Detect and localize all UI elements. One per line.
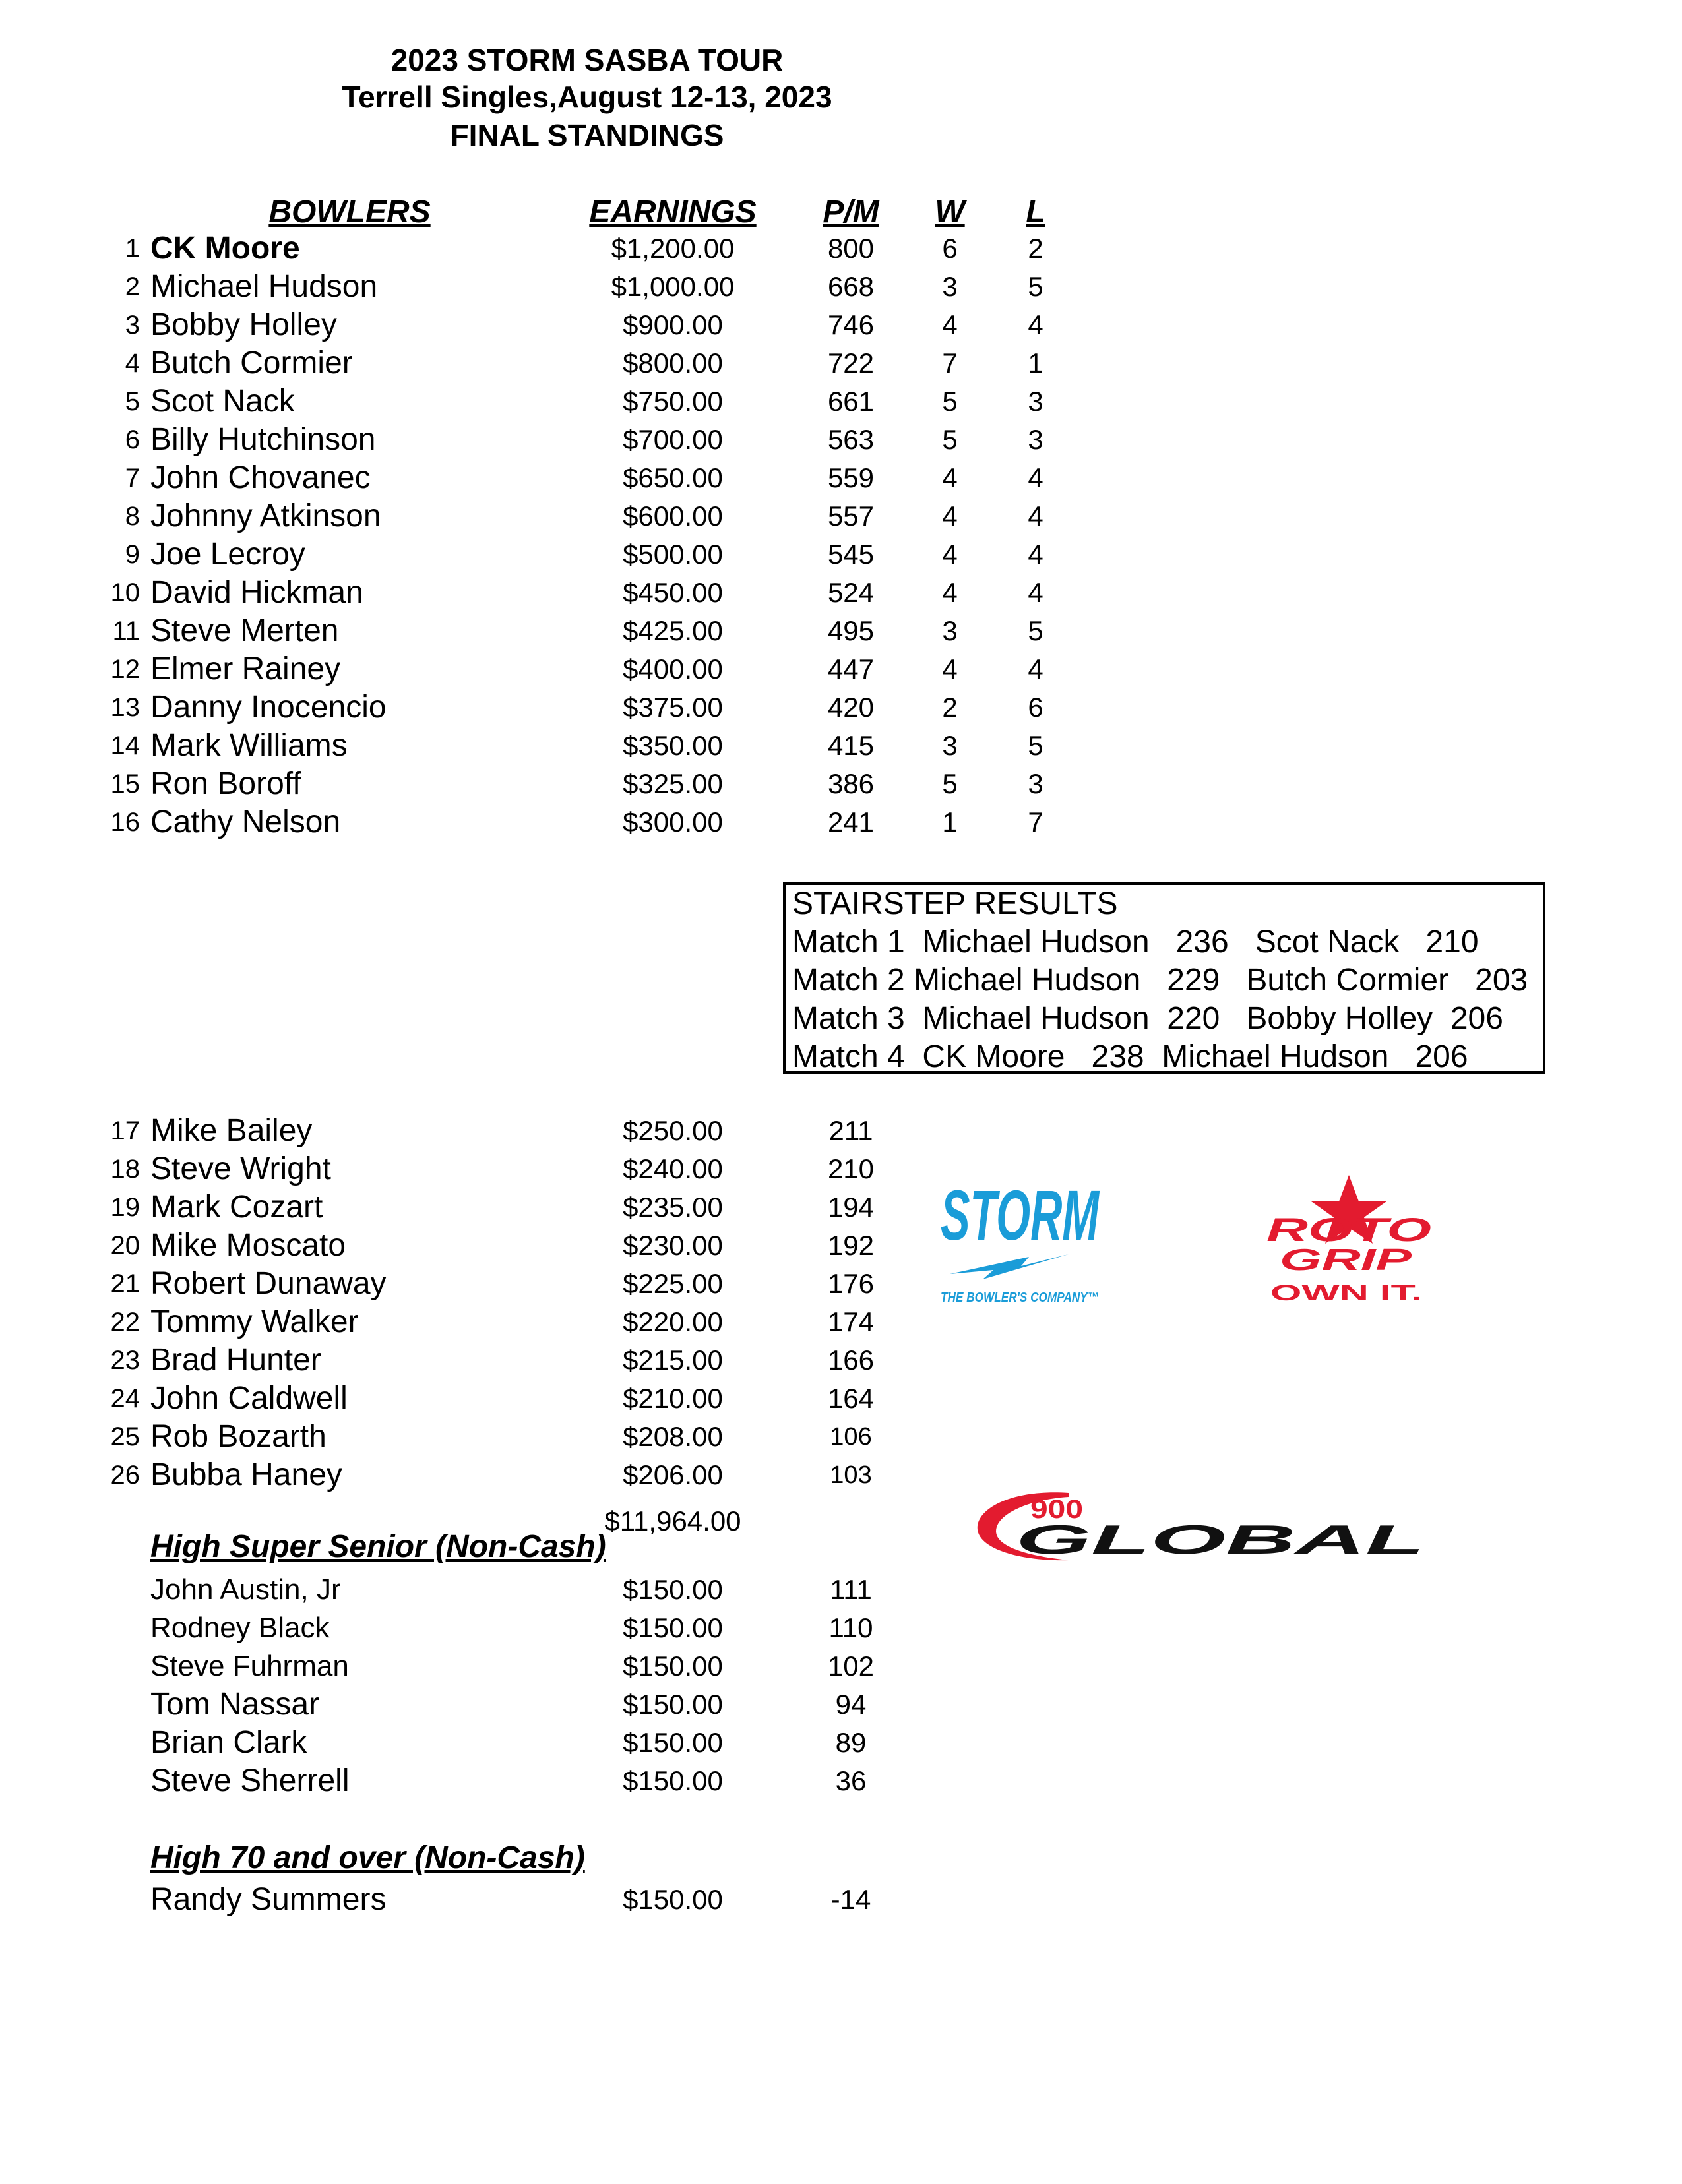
roto-grip-tagline: OWN IT. (1270, 1281, 1422, 1306)
earnings: $250.00 (623, 1115, 723, 1146)
bowler-name: Steve Fuhrman (150, 1650, 349, 1682)
bowler-name: Danny Inocencio (150, 690, 387, 725)
pm: 447 (827, 653, 875, 684)
list-item (0, 1881, 1121, 1919)
standing-row (0, 1418, 1121, 1456)
bowler-name: Randy Summers (150, 1882, 387, 1917)
bowler-name: Robert Dunaway (150, 1266, 387, 1301)
pm: -14 (830, 1884, 871, 1915)
pm: 110 (828, 1612, 873, 1643)
wins: 3 (942, 730, 958, 761)
pm: 36 (835, 1765, 867, 1796)
bowler-name: Mark Cozart (150, 1190, 323, 1225)
pm: 176 (827, 1268, 875, 1299)
pm: 174 (827, 1306, 875, 1337)
bowler-name: Rodney Black (150, 1612, 330, 1644)
standing-row (0, 535, 1121, 574)
standing-row (0, 765, 1121, 803)
bowler-name: Rob Bozarth (150, 1419, 327, 1454)
storm-logo (937, 1174, 1108, 1306)
pm: 94 (835, 1689, 867, 1720)
bowler-name: Steve Merten (150, 613, 339, 648)
header-l: L (1026, 195, 1045, 229)
wins: 5 (942, 386, 958, 417)
header-bowlers: BOWLERS (268, 195, 431, 229)
bowler-name: Mark Williams (150, 728, 348, 763)
pm: 545 (827, 539, 875, 570)
standing-row (0, 650, 1121, 688)
losses: 4 (1028, 577, 1043, 608)
bowler-name: Butch Cormier (150, 346, 353, 380)
wins: 5 (942, 424, 958, 455)
losses: 5 (1028, 615, 1043, 646)
earnings: $208.00 (623, 1421, 723, 1452)
pm: 722 (827, 348, 875, 379)
pm: 559 (827, 462, 875, 493)
losses: 3 (1028, 386, 1043, 417)
final-standings-title: FINAL STANDINGS (450, 118, 724, 152)
bowler-name: Ron Boroff (150, 766, 301, 801)
stairstep-title: STAIRSTEP RESULTS (792, 886, 1118, 921)
earnings: $400.00 (623, 653, 723, 684)
pm: 102 (827, 1651, 875, 1682)
bowler-name: Brad Hunter (150, 1343, 321, 1378)
rank: 26 (110, 1461, 140, 1490)
bowler-name: Mike Bailey (150, 1113, 313, 1148)
rank: 19 (110, 1193, 140, 1222)
pm: 415 (827, 730, 875, 761)
earnings: $220.00 (623, 1306, 723, 1337)
wins: 3 (942, 615, 958, 646)
rank: 5 (125, 387, 140, 416)
pm: 192 (827, 1230, 875, 1261)
standing-row (0, 688, 1121, 727)
earnings: $325.00 (623, 768, 723, 799)
bowler-name: Joe Lecroy (150, 537, 305, 572)
pm: 420 (827, 692, 875, 723)
bowler-name: Steve Sherrell (150, 1763, 350, 1798)
earnings: $650.00 (623, 462, 723, 493)
losses: 5 (1028, 271, 1043, 302)
losses: 5 (1028, 730, 1043, 761)
pm: 194 (827, 1192, 875, 1223)
header-w: W (935, 195, 965, 229)
pm: 166 (827, 1345, 875, 1376)
pm: 557 (827, 501, 875, 531)
wins: 4 (942, 501, 958, 531)
rank: 17 (110, 1116, 140, 1145)
pm: 164 (827, 1383, 875, 1414)
pm: 103 (830, 1461, 872, 1489)
rank: 4 (125, 349, 140, 378)
rank: 8 (125, 502, 140, 531)
standing-row (0, 1112, 1121, 1150)
bowler-name: John Chovanec (150, 460, 371, 495)
earnings: $150.00 (623, 1574, 723, 1605)
storm-wordmark: STORM (941, 1175, 1100, 1255)
losses: 6 (1028, 692, 1043, 723)
standing-row (0, 229, 1121, 268)
losses: 1 (1028, 348, 1043, 379)
standing-row (0, 1341, 1121, 1380)
standing-row (0, 1456, 1121, 1494)
global-wordmark: GLOBAL (1016, 1517, 1425, 1563)
earnings: $375.00 (623, 692, 723, 723)
bowler-name: Johnny Atkinson (150, 499, 381, 533)
pm: 241 (827, 806, 875, 837)
earnings: $150.00 (623, 1884, 723, 1915)
earnings: $206.00 (623, 1459, 723, 1490)
list-item (0, 1724, 1121, 1762)
storm-logo-graphic (937, 1174, 1108, 1306)
roto-grip-logo (1253, 1168, 1445, 1307)
rank: 21 (110, 1269, 140, 1298)
wins: 6 (942, 233, 958, 264)
event-title: Terrell Singles,August 12-13, 2023 (342, 80, 832, 114)
bowler-name: David Hickman (150, 575, 363, 610)
standing-row (0, 306, 1121, 344)
bowler-name: Tommy Walker (150, 1304, 359, 1339)
list-item (0, 1609, 1121, 1647)
bowler-name: Bubba Haney (150, 1457, 342, 1492)
wins: 2 (942, 692, 958, 723)
losses: 4 (1028, 501, 1043, 531)
pm: 106 (830, 1423, 872, 1451)
roto-grip-logo-graphic (1253, 1168, 1445, 1307)
earnings: $1,000.00 (611, 271, 735, 302)
list-item (0, 1685, 1121, 1724)
wins: 4 (942, 577, 958, 608)
rank: 2 (125, 272, 140, 301)
total-earnings: $11,964.00 (604, 1505, 741, 1536)
lightning-bolt-icon (950, 1254, 1069, 1279)
losses: 3 (1028, 424, 1043, 455)
earnings: $500.00 (623, 539, 723, 570)
earnings: $150.00 (623, 1651, 723, 1682)
wins: 5 (942, 768, 958, 799)
list-item (0, 1647, 1121, 1685)
stairstep-results-box (783, 882, 1545, 1074)
900-number: 900 (1030, 1495, 1083, 1524)
standing-row (0, 421, 1121, 459)
storm-tagline: THE BOWLER'S COMPANY™ (941, 1290, 1099, 1305)
900-global-logo (970, 1484, 1445, 1569)
losses: 2 (1028, 233, 1043, 264)
tour-title: 2023 STORM SASBA TOUR (390, 43, 784, 77)
pm: 524 (827, 577, 875, 608)
rank: 13 (110, 693, 140, 722)
wins: 7 (942, 348, 958, 379)
rank: 12 (110, 655, 140, 684)
stairstep-match-2: Match 2 Michael Hudson 229 Butch Cormier 203 (792, 963, 1528, 998)
pm: 563 (827, 424, 875, 455)
earnings: $425.00 (623, 615, 723, 646)
pm: 668 (827, 271, 875, 302)
standing-row (0, 382, 1121, 421)
pm: 661 (827, 386, 875, 417)
stairstep-match-3: Match 3 Michael Hudson 220 Bobby Holley 206 (792, 1001, 1503, 1036)
standing-row (0, 727, 1121, 765)
earnings: $210.00 (623, 1383, 723, 1414)
wins: 4 (942, 653, 958, 684)
losses: 4 (1028, 309, 1043, 340)
earnings: $750.00 (623, 386, 723, 417)
earnings: $150.00 (623, 1765, 723, 1796)
standing-row (0, 612, 1121, 650)
earnings: $350.00 (623, 730, 723, 761)
rank: 22 (110, 1308, 140, 1337)
earnings: $235.00 (623, 1192, 723, 1223)
bowler-name: CK Moore (150, 231, 300, 266)
pm: 89 (835, 1727, 867, 1758)
rank: 6 (125, 425, 140, 454)
rank: 15 (110, 770, 140, 799)
rank: 7 (125, 464, 140, 493)
bowler-name: Steve Wright (150, 1151, 331, 1186)
earnings: $150.00 (623, 1727, 723, 1758)
rank: 24 (110, 1384, 140, 1413)
rank: 14 (110, 731, 140, 760)
earnings: $215.00 (623, 1345, 723, 1376)
standing-row (0, 574, 1121, 612)
earnings: $230.00 (623, 1230, 723, 1261)
standing-row (0, 1380, 1121, 1418)
900-global-logo-graphic (970, 1484, 1445, 1569)
standing-row (0, 344, 1121, 382)
pm: 111 (830, 1574, 872, 1605)
standing-row (0, 459, 1121, 497)
losses: 4 (1028, 539, 1043, 570)
bowler-name: Scot Nack (150, 384, 295, 419)
earnings: $150.00 (623, 1612, 723, 1643)
losses: 7 (1028, 806, 1043, 837)
rank: 23 (110, 1346, 140, 1375)
pm: 211 (828, 1115, 873, 1146)
roto-wordmark: ROTO (1266, 1211, 1432, 1248)
rank: 9 (125, 540, 140, 569)
bowler-name: Tom Nassar (150, 1687, 320, 1722)
standing-row (0, 803, 1121, 841)
rank: 18 (110, 1155, 140, 1184)
earnings: $450.00 (623, 577, 723, 608)
bowler-name: Michael Hudson (150, 269, 378, 304)
pm: 746 (827, 309, 875, 340)
standing-row (0, 1303, 1121, 1341)
losses: 4 (1028, 653, 1043, 684)
list-item (0, 1571, 1121, 1609)
rank: 16 (110, 808, 140, 837)
bowler-name: Elmer Rainey (150, 652, 341, 686)
earnings: $800.00 (623, 348, 723, 379)
pm: 386 (827, 768, 875, 799)
bowler-name: Mike Moscato (150, 1228, 346, 1263)
earnings: $600.00 (623, 501, 723, 531)
bowler-name: Billy Hutchinson (150, 422, 376, 457)
header-pm: P/M (823, 195, 879, 229)
earnings: $1,200.00 (611, 233, 735, 264)
rank: 10 (110, 578, 140, 607)
stairstep-match-4: Match 4 CK Moore 238 Michael Hudson 206 (792, 1039, 1468, 1074)
rank: 25 (110, 1422, 140, 1451)
rank: 1 (125, 234, 140, 263)
bowler-name: Cathy Nelson (150, 804, 341, 839)
pm: 495 (827, 615, 875, 646)
earnings: $900.00 (623, 309, 723, 340)
stairstep-match-1: Match 1 Michael Hudson 236 Scot Nack 210 (792, 925, 1479, 959)
standing-row (0, 268, 1121, 306)
wins: 1 (942, 806, 958, 837)
rank: 3 (125, 311, 140, 340)
losses: 3 (1028, 768, 1043, 799)
earnings: $300.00 (623, 806, 723, 837)
bowler-name: Brian Clark (150, 1725, 307, 1760)
header-earnings: EARNINGS (589, 195, 757, 229)
super-senior-title: High Super Senior (Non-Cash) (150, 1529, 606, 1564)
earnings: $225.00 (623, 1268, 723, 1299)
bowler-name: John Caldwell (150, 1381, 348, 1416)
rank: 20 (110, 1231, 140, 1260)
bowler-name: John Austin, Jr (150, 1573, 341, 1606)
pm: 210 (827, 1153, 875, 1184)
wins: 4 (942, 462, 958, 493)
grip-wordmark: GRIP (1280, 1242, 1412, 1277)
wins: 4 (942, 309, 958, 340)
pm: 800 (827, 233, 875, 264)
standing-row (0, 497, 1121, 535)
list-item (0, 1762, 1121, 1800)
wins: 4 (942, 539, 958, 570)
earnings: $150.00 (623, 1689, 723, 1720)
seventy-plus-title: High 70 and over (Non-Cash) (150, 1840, 585, 1875)
bowler-name: Bobby Holley (150, 307, 337, 342)
earnings: $700.00 (623, 424, 723, 455)
wins: 3 (942, 271, 958, 302)
losses: 4 (1028, 462, 1043, 493)
rank: 11 (112, 617, 140, 646)
earnings: $240.00 (623, 1153, 723, 1184)
